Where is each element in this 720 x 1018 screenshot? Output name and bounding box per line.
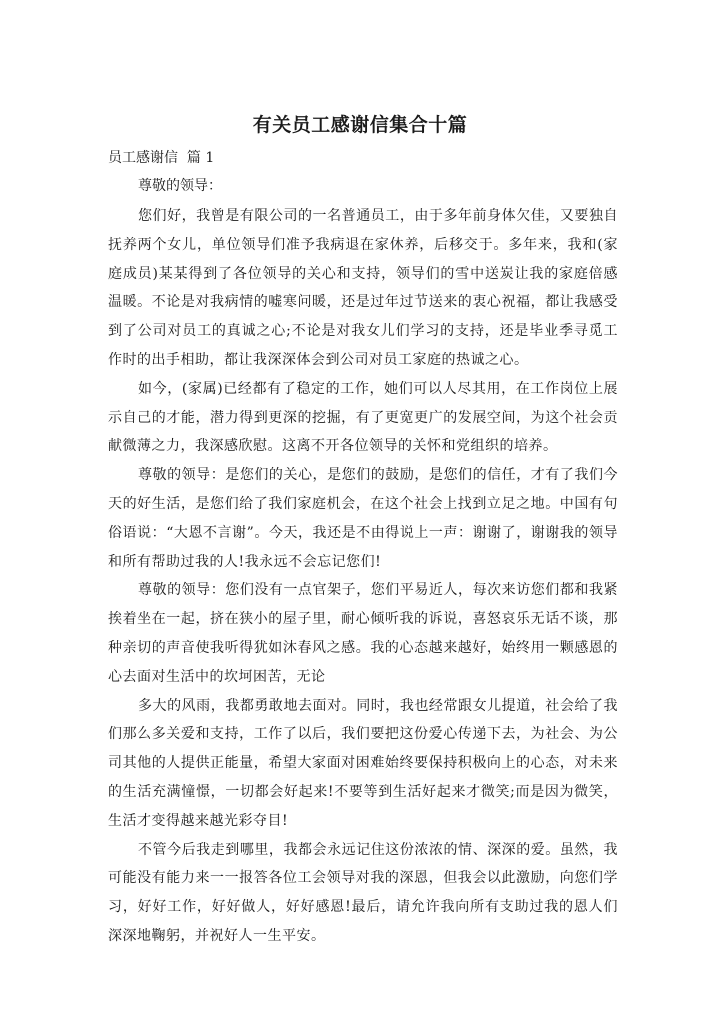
- document-subtitle: 员工感谢信 篇 1: [108, 150, 215, 166]
- paragraph: 多大的风雨，我都勇敢地去面对。同时，我也经常跟女儿提道，社会给了我们那么多关爱和支持，工作了以后，我们要把这份爱心传递下去，为社会、为公司其他的人提供正能量，希望大家面对困难始终要保持积极向上的心态，对未来的生活充满憧憬，一切都会好起来!不要等到生活好起来才微笑;而是因为微笑，生活才变得越来越光彩夺目!: [108, 697, 618, 829]
- document-title: 有关员工感谢信集合十篇: [252, 114, 468, 136]
- salutation: 尊敬的领导：: [138, 178, 222, 194]
- paragraph: 您们好，我曾是有限公司的一名普通员工，由于多年前身体欠佳，又要独自抚养两个女儿，单位领导们准予我病退在家休养，后移交于。多年来，我和(家庭成员)某某得到了各位领导的关心和支持，领导们的雪中送炭让我的家庭倍感温暖。不论是对我病情的嘘寒问暖，还是过年过节送来的衷心祝福，都让我感受到了公司对员工的真诚之心;不论是对我女儿们学习的支持，还是毕业季寻觅工作时的出手相助，都让我深深体会到公司对员工家庭的热诚之心。: [108, 208, 618, 368]
- paragraph: 如今，(家属)已经都有了稳定的工作，她们可以人尽其用，在工作岗位上展示自己的才能，潜力得到更深的挖掘，有了更宽更广的发展空间，为这个社会贡献微薄之力，我深感欣慰。这离不开各位领导的关怀和党组织的培养。: [108, 380, 618, 455]
- paragraph: 尊敬的领导：您们没有一点官架子，您们平易近人，每次来访您们都和我紧挨着坐在一起，挤在狭小的屋子里，耐心倾听我的诉说，喜怒哀乐无话不谈，那种亲切的声音使我听得犹如沐春风之感。我的心态越来越好，始终用一颗感恩的心去面对生活中的坎坷困苦，无论: [108, 582, 618, 685]
- paragraph: 尊敬的领导：是您们的关心，是您们的鼓励，是您们的信任，才有了我们今天的好生活，是您们给了我们家庭机会，在这个社会上找到立足之地。中国有句俗语说：“大恩不言谢”。今天，我还是不由得说上一声：谢谢了，谢谢我的领导和所有帮助过我的人!我永远不会忘记您们!: [108, 467, 618, 570]
- letter-body: [108, 202, 618, 951]
- paragraph: 不管今后我走到哪里，我都会永远记住这份浓浓的情、深深的爱。虽然，我可能没有能力来一一报答各位工会领导对我的深恩，但我会以此激励，向您们学习，好好工作，好好做人，好好感恩!最后，请允许我向所有支助过我的恩人们深深地鞠躬，并祝好人一生平安。: [108, 841, 618, 944]
